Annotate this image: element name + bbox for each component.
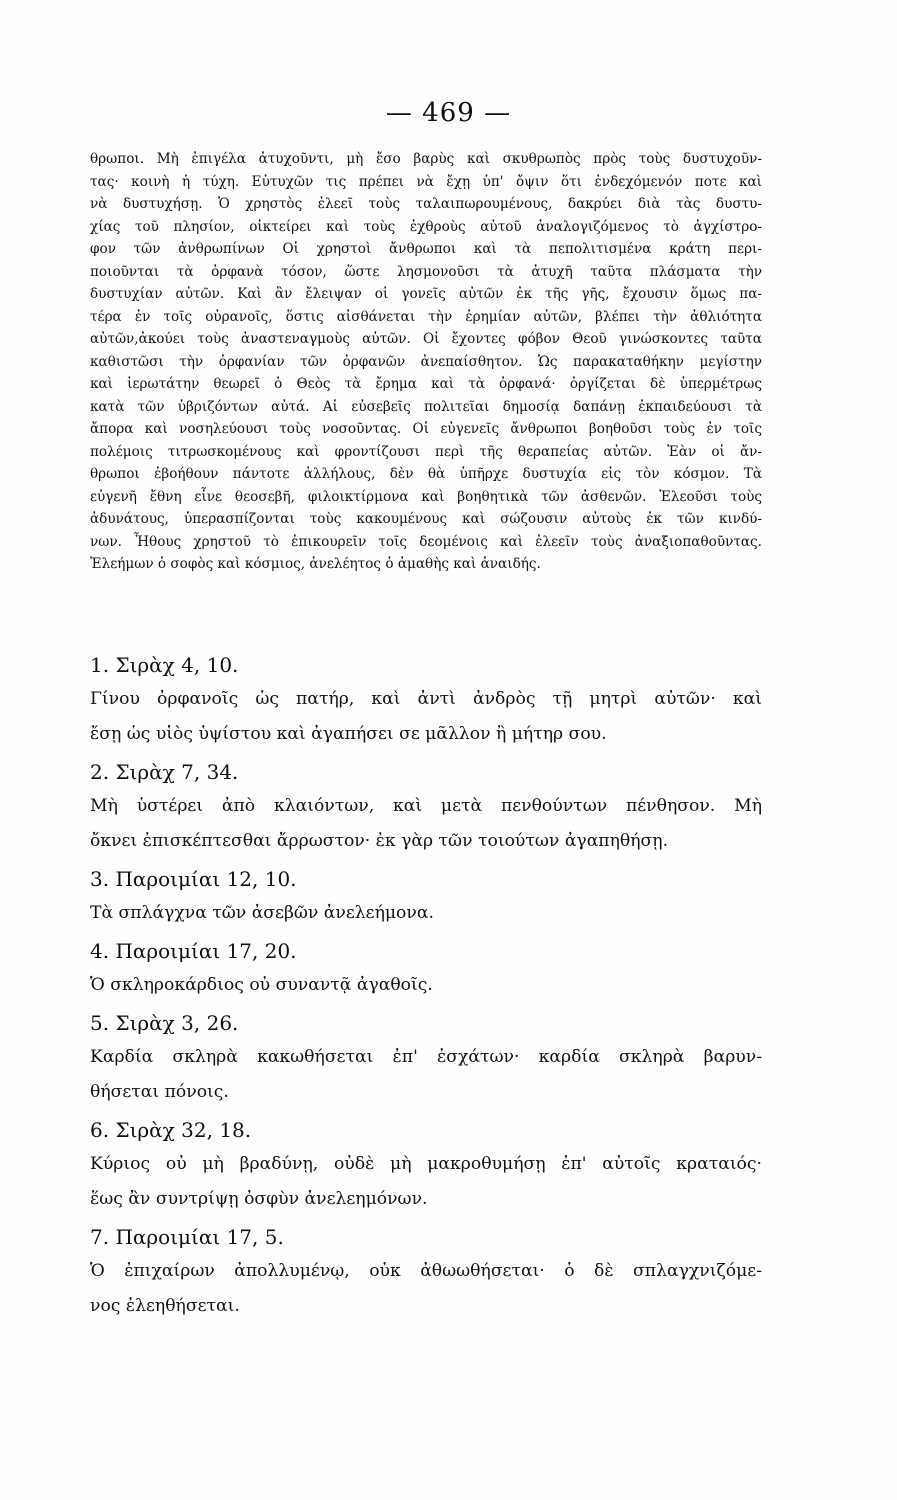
page-number: — 469 — — [385, 98, 512, 128]
quote-item — [90, 862, 762, 931]
paragraph-line: νὰ δυστυχήσῃ. Ὁ χρηστὸς ἐλεεῖ τοὺς ταλαιπωρουμένους, δακρύει διὰ τὰς δυστυ- — [90, 196, 762, 212]
quote-line: Ὁ ἐπιχαίρων ἀπολλυμένῳ, οὐκ ἀθωωθήσεται· ὁ δὲ σπλαγχνιζόμε- — [90, 1261, 762, 1281]
quote-line: Ὁ σκληροκάρδιος οὐ συναντᾷ ἀγαθοῖς. — [90, 975, 433, 995]
quote-reference: 3. Παροιμίαι 12, 10. — [90, 867, 297, 891]
quote-item — [90, 1220, 762, 1324]
body-paragraph — [90, 148, 762, 576]
paragraph-line: ποιοῦνται τὰ ὀρφανὰ τόσον, ὥστε λησμονοῦσι τὰ ἀτυχῆ ταῦτα πλάσματα τὴν — [90, 263, 762, 280]
quote-reference: 2. Σιρὰχ 7, 34. — [90, 760, 239, 784]
quote-reference: 1. Σιρὰχ 4, 10. — [90, 653, 239, 677]
paragraph-line: δυστυχίαν αὐτῶν. Καὶ ἂν ἔλειψαν οἱ γονεῖς αὐτῶν ἐκ τῆς γῆς, ἔχουσιν ὅμως πα- — [90, 286, 762, 302]
quote-reference: 5. Σιρὰχ 3, 26. — [90, 1011, 239, 1035]
paragraph-line: τας· κοινὴ ἡ τύχη. Εὐτυχῶν τις πρέπει νὰ ἔχῃ ὑπ' ὄψιν ὅτι ἐνδεχόμενόν ποτε καὶ — [90, 173, 762, 190]
paragraph-line: ἄπορα καὶ νοσηλεύουσι τοὺς νοσοῦντας. Οἱ εὐγενεῖς ἄνθρωποι βοηθοῦσι τοὺς ἐν τοῖς — [90, 421, 762, 437]
quotations-list — [90, 645, 762, 1324]
quote-item — [90, 1006, 762, 1110]
quote-item — [90, 755, 762, 859]
paragraph-line: κατὰ τῶν ὑβριζόντων αὐτά. Αἱ εὐσεβεῖς πολιτεῖαι δημοσίᾳ δαπάνῃ ἐκπαιδεύουσι τὰ — [90, 398, 762, 415]
paragraph-line: τέρα ἐν τοῖς οὐρανοῖς, ὅστις αἰσθάνεται τὴν ἐρημίαν αὐτῶν, βλέπει τὴν ἀθλιότητα — [90, 308, 762, 325]
paragraph-line: εὐγενῆ ἔθνη εἶνε θεοσεβῆ, φιλοικτίρμονα καὶ βοηθητικὰ τῶν ἀσθενῶν. Ἐλεοῦσι τοὺς — [90, 488, 762, 505]
quote-reference: 7. Παροιμίαι 17, 5. — [90, 1225, 284, 1249]
quote-line: ἕως ἂν συντρίψῃ ὀσφὺν ἀνελεημόνων. — [90, 1189, 428, 1209]
quote-line: Καρδία σκληρὰ κακωθήσεται ἐπ' ἐσχάτων· καρδία σκληρὰ βαρυν- — [90, 1047, 762, 1067]
paragraph-line: χίας τοῦ πλησίον, οἰκτείρει καὶ τοὺς ἐχθροὺς αὐτοῦ ἀναλογιζόμενος τὸ ἀγχίστρο- — [90, 218, 762, 235]
quote-reference: 6. Σιρὰχ 32, 18. — [90, 1118, 252, 1142]
quote-item — [90, 934, 762, 1003]
quote-line: νος ἐλεηθήσεται. — [90, 1296, 240, 1316]
paragraph-line: Ἐλεήμων ὁ σοφὸς καὶ κόσμιος, ἀνελέητος ὁ ἀμαθὴς καὶ ἀναιδής. — [90, 556, 541, 572]
paragraph-line: καὶ ἱερωτάτην θεωρεῖ ὁ Θεὸς τὰ ἔρημα καὶ τὰ ὀρφανά· ὀργίζεται δὲ ὑπερμέτρως — [90, 376, 762, 392]
quote-line: Κύριος οὐ μὴ βραδύνῃ, οὐδὲ μὴ μακροθυμήσῃ ἐπ' αὐτοῖς κραταιός· — [90, 1154, 762, 1174]
paragraph-line: νων. Ἦθους χρηστοῦ τὸ ἐπικουρεῖν τοῖς δεομένοις καὶ ἐλεεῖν τοὺς ἀναξιοπαθοῦντας. — [90, 533, 762, 550]
quote-reference: 4. Παροιμίαι 17, 20. — [90, 939, 297, 963]
quote-line: Τὰ σπλάγχνα τῶν ἀσεβῶν ἀνελεήμονα. — [90, 903, 434, 923]
paragraph-line: ἀδυνάτους, ὑπερασπίζονται τοὺς κακουμένους καὶ σώζουσιν αὐτοὺς ἐκ τῶν κινδύ- — [90, 511, 762, 527]
paragraph-line: πολέμοις τιτρωσκομένους καὶ φροντίζουσι περὶ τῆς θεραπείας αὐτῶν. Ἐὰν οἱ ἄν- — [90, 443, 762, 460]
paragraph-line: καθιστῶσι τὴν ὀρφανίαν τῶν ὀρφανῶν ἀνεπαίσθητον. Ὡς παρακαταθήκην μεγίστην — [90, 353, 762, 370]
quote-item — [90, 1113, 762, 1217]
paragraph-line: φον τῶν ἀνθρωπίνων Οἱ χρηστοὶ ἄνθρωποι καὶ τὰ πεπολιτισμένα κράτη περι- — [90, 241, 762, 257]
quote-line: Γίνου ὀρφανοῖς ὡς πατήρ, καὶ ἀντὶ ἀνδρὸς τῇ μητρὶ αὐτῶν· καὶ — [90, 689, 762, 709]
quote-line: ὄκνει ἐπισκέπτεσθαι ἄρρωστον· ἐκ γὰρ τῶν τοιούτων ἀγαπηθήσῃ. — [90, 831, 669, 851]
paragraph-line: αὐτῶν,ἀκούει τοὺς ἀναστεναγμοὺς αὐτῶν. Οἱ ἔχοντες φόβον Θεοῦ γινώσκοντες ταῦτα — [90, 331, 762, 347]
quote-line: ἔσῃ ὡς υἱὸς ὑψίστου καὶ ἀγαπήσει σε μᾶλλον ἢ μήτηρ σου. — [90, 724, 607, 744]
quote-line: Μὴ ὑστέρει ἀπὸ κλαιόντων, καὶ μετὰ πενθούντων πένθησον. Μὴ — [90, 796, 762, 816]
paragraph-line: θρωποι ἐβοήθουν πάντοτε ἀλλήλους, δὲν θὰ ὑπῆρχε δυστυχία εἰς τὸν κόσμον. Τὰ — [90, 466, 762, 482]
quote-item — [90, 648, 762, 752]
quote-line: θήσεται πόνοις. — [90, 1082, 229, 1102]
paragraph-line: θρωποι. Μὴ ἐπιγέλα ἀτυχοῦντι, μὴ ἔσο βαρὺς καὶ σκυθρωπὸς πρὸς τοὺς δυστυχοῦν- — [90, 151, 762, 167]
